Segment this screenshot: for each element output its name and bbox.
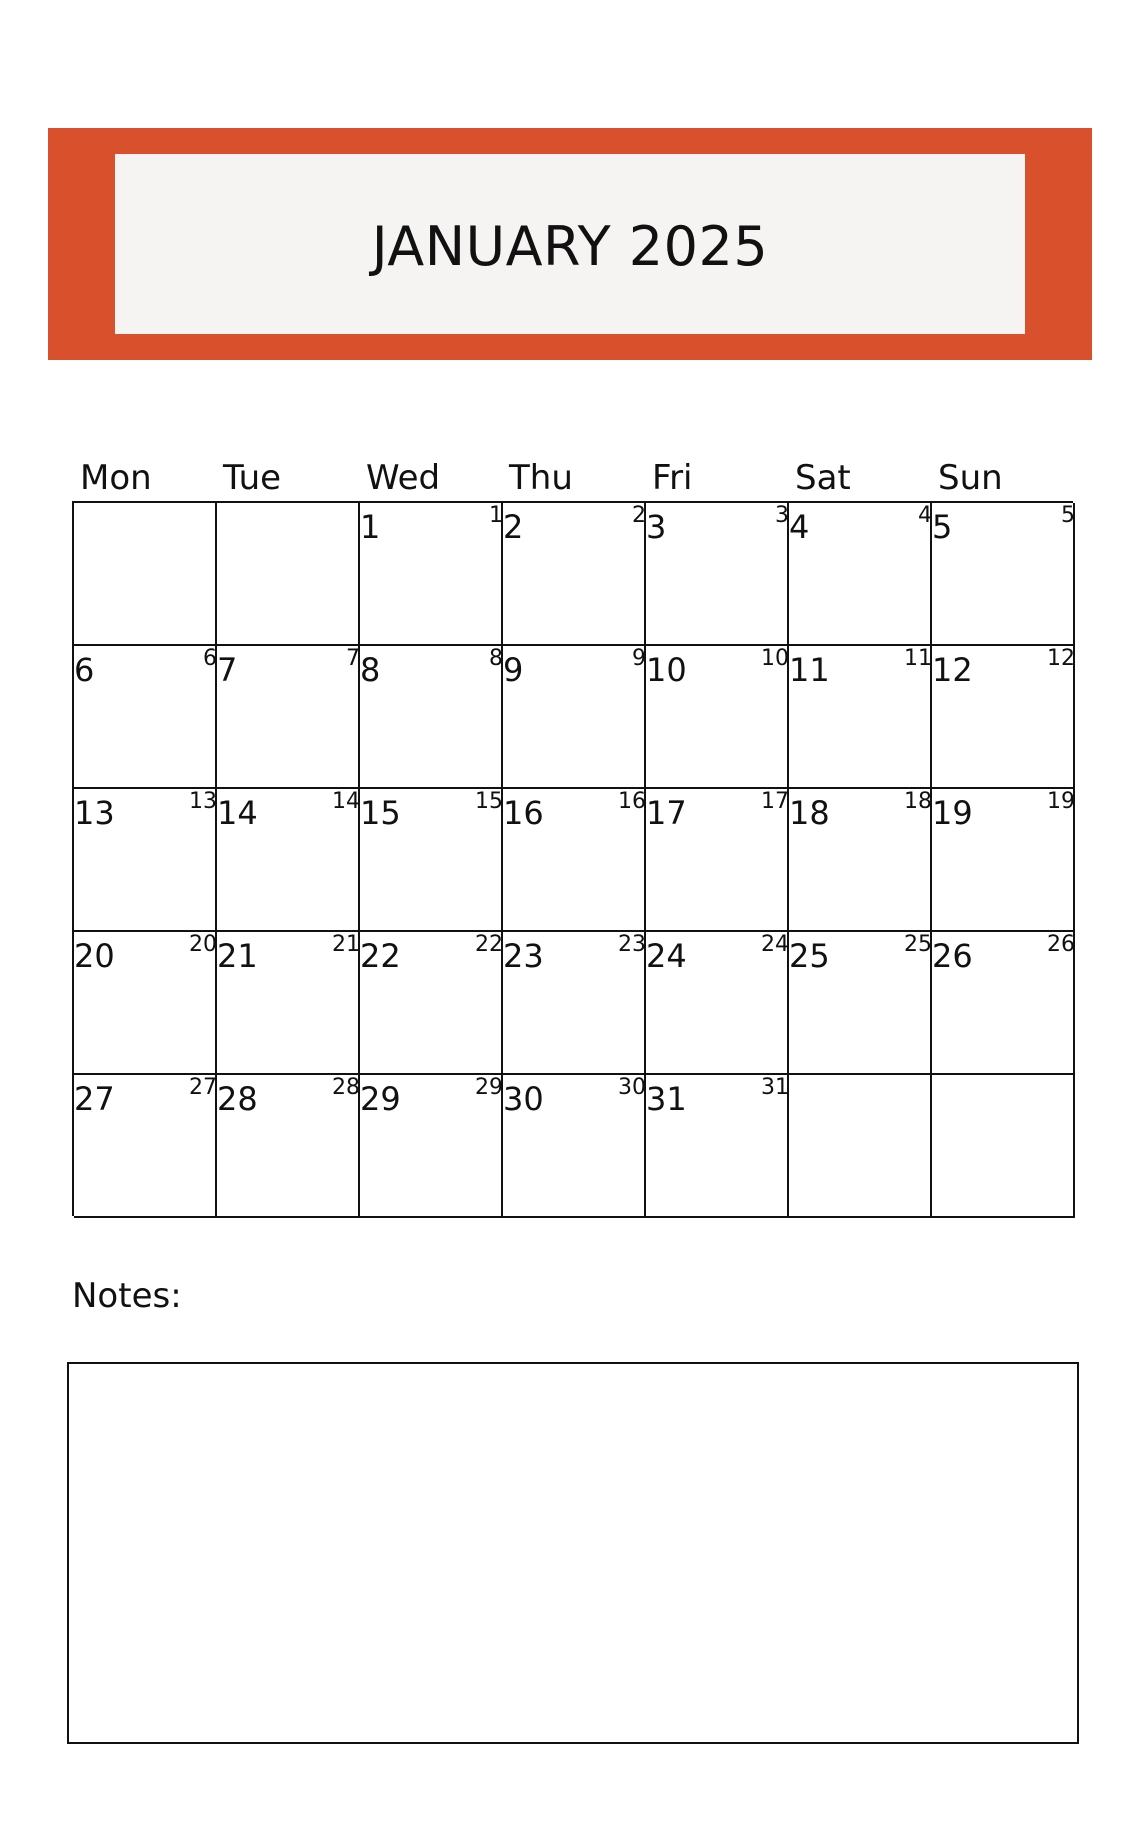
day-number-corner: 19 [1047, 789, 1075, 814]
day-cell[interactable] [503, 932, 646, 1075]
day-number: 14 [217, 794, 258, 832]
day-cell[interactable] [217, 789, 360, 932]
day-number-corner: 10 [761, 646, 789, 671]
weekday-sat: Sat [795, 458, 851, 498]
day-number: 22 [360, 937, 401, 975]
day-number-corner: 8 [489, 646, 503, 671]
day-cell[interactable] [74, 932, 217, 1075]
day-number-corner: 30 [618, 1075, 646, 1100]
empty-day-cell[interactable] [789, 1075, 932, 1218]
day-number-corner: 7 [346, 646, 360, 671]
day-number: 25 [789, 937, 830, 975]
day-number: 16 [503, 794, 544, 832]
day-number-corner: 28 [332, 1075, 360, 1100]
day-number: 2 [503, 508, 524, 546]
day-number-corner: 29 [475, 1075, 503, 1100]
day-number: 31 [646, 1080, 687, 1118]
weekday-tue: Tue [223, 458, 282, 498]
day-cell[interactable] [217, 932, 360, 1075]
day-number-corner: 1 [489, 503, 503, 528]
day-number: 12 [932, 651, 973, 689]
day-number: 27 [74, 1080, 115, 1118]
day-cell[interactable] [932, 646, 1075, 789]
empty-day-cell[interactable] [932, 1075, 1075, 1218]
day-number: 26 [932, 937, 973, 975]
day-number-corner: 12 [1047, 646, 1075, 671]
weekday-mon: Mon [80, 458, 152, 498]
notes-box[interactable] [67, 1362, 1079, 1744]
day-cell[interactable] [217, 1075, 360, 1218]
empty-day-cell[interactable] [74, 503, 217, 646]
day-cell[interactable] [503, 1075, 646, 1218]
weekday-fri: Fri [652, 458, 693, 498]
day-number-corner: 15 [475, 789, 503, 814]
day-cell[interactable] [646, 503, 789, 646]
day-cell[interactable] [932, 932, 1075, 1075]
day-number-corner: 6 [203, 646, 217, 671]
day-number: 23 [503, 937, 544, 975]
day-number: 29 [360, 1080, 401, 1118]
day-number: 5 [932, 508, 953, 546]
day-cell[interactable] [360, 789, 503, 932]
day-number-corner: 24 [761, 932, 789, 957]
day-number: 8 [360, 651, 381, 689]
day-number: 4 [789, 508, 810, 546]
day-cell[interactable] [503, 789, 646, 932]
calendar-grid [72, 501, 1073, 1216]
day-number-corner: 9 [632, 646, 646, 671]
day-cell[interactable] [646, 789, 789, 932]
day-cell[interactable] [646, 1075, 789, 1218]
day-number-corner: 20 [189, 932, 217, 957]
empty-day-cell[interactable] [217, 503, 360, 646]
header-band [48, 128, 1092, 360]
day-number: 11 [789, 651, 830, 689]
day-cell[interactable] [74, 789, 217, 932]
day-number: 13 [74, 794, 115, 832]
day-number: 7 [217, 651, 238, 689]
day-number-corner: 16 [618, 789, 646, 814]
day-cell[interactable] [360, 503, 503, 646]
day-number: 24 [646, 937, 687, 975]
day-cell[interactable] [503, 503, 646, 646]
day-number: 28 [217, 1080, 258, 1118]
notes-label: Notes: [72, 1276, 182, 1316]
day-number-corner: 2 [632, 503, 646, 528]
day-number-corner: 18 [904, 789, 932, 814]
weekday-thu: Thu [509, 458, 573, 498]
day-number-corner: 27 [189, 1075, 217, 1100]
day-number: 30 [503, 1080, 544, 1118]
day-number-corner: 22 [475, 932, 503, 957]
weekday-sun: Sun [938, 458, 1003, 498]
day-number-corner: 5 [1061, 503, 1075, 528]
day-number: 9 [503, 651, 524, 689]
day-cell[interactable] [646, 646, 789, 789]
day-cell[interactable] [789, 503, 932, 646]
day-cell[interactable] [789, 646, 932, 789]
weekday-header-row [72, 456, 1072, 500]
day-number-corner: 31 [761, 1075, 789, 1100]
calendar-title: JANUARY 2025 [371, 214, 769, 278]
day-number: 10 [646, 651, 687, 689]
day-number: 19 [932, 794, 973, 832]
day-number: 20 [74, 937, 115, 975]
day-cell[interactable] [217, 646, 360, 789]
day-number: 21 [217, 937, 258, 975]
day-number-corner: 23 [618, 932, 646, 957]
day-cell[interactable] [932, 503, 1075, 646]
day-number-corner: 26 [1047, 932, 1075, 957]
day-cell[interactable] [74, 646, 217, 789]
day-cell[interactable] [789, 789, 932, 932]
day-number-corner: 21 [332, 932, 360, 957]
day-number: 6 [74, 651, 95, 689]
day-number-corner: 11 [904, 646, 932, 671]
day-cell[interactable] [932, 789, 1075, 932]
day-number-corner: 25 [904, 932, 932, 957]
header-title-box [115, 154, 1025, 334]
day-number: 17 [646, 794, 687, 832]
day-cell[interactable] [74, 1075, 217, 1218]
day-number: 15 [360, 794, 401, 832]
day-cell[interactable] [360, 932, 503, 1075]
day-number: 18 [789, 794, 830, 832]
day-number: 3 [646, 508, 667, 546]
day-number: 1 [360, 508, 381, 546]
day-cell[interactable] [789, 932, 932, 1075]
day-cell[interactable] [646, 932, 789, 1075]
day-number-corner: 14 [332, 789, 360, 814]
day-number-corner: 3 [775, 503, 789, 528]
weekday-wed: Wed [366, 458, 441, 498]
day-number-corner: 13 [189, 789, 217, 814]
day-cell[interactable] [503, 646, 646, 789]
day-cell[interactable] [360, 1075, 503, 1218]
day-cell[interactable] [360, 646, 503, 789]
day-number-corner: 17 [761, 789, 789, 814]
day-number-corner: 4 [918, 503, 932, 528]
